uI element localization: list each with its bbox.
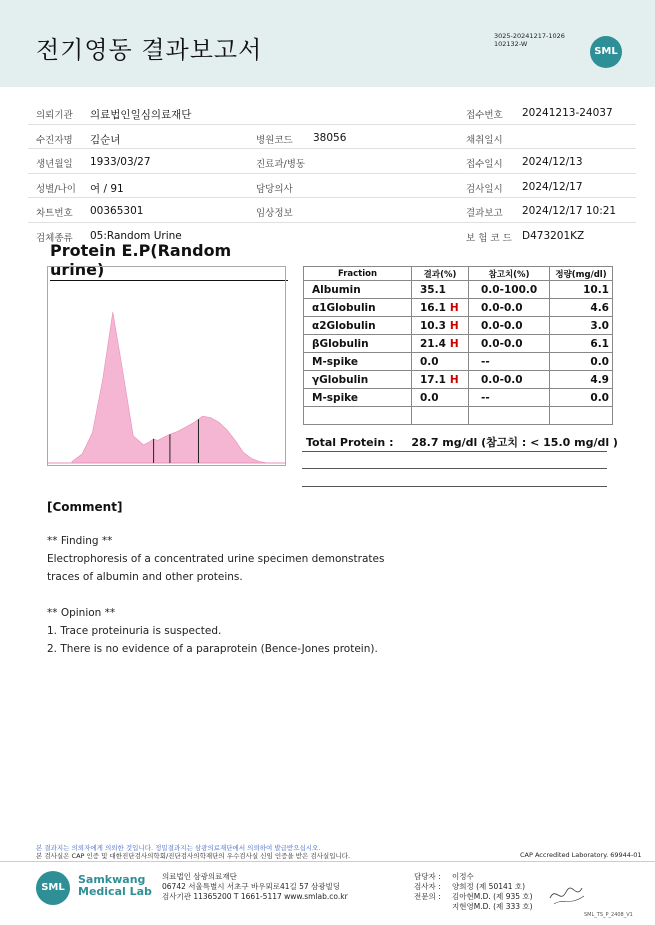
footer-address xyxy=(162,872,348,902)
flag-high: H xyxy=(449,301,459,314)
staff-role: 전문의 : xyxy=(414,892,441,901)
fraction-cell: α2Globulin xyxy=(304,317,412,335)
staff-line xyxy=(414,902,533,912)
quantity-cell xyxy=(550,407,613,425)
result-value: 21.4 xyxy=(420,337,446,350)
info-label: 병원코드 xyxy=(256,134,293,146)
staff-line xyxy=(414,892,533,902)
fraction-cell: α1Globulin xyxy=(304,299,412,317)
quantity-cell: 0.0 xyxy=(550,353,613,371)
info-label: 보 험 코 드 xyxy=(466,232,512,244)
page-title: 전기영동 결과보고서 xyxy=(36,36,263,64)
address: 06742 서울특별시 서초구 바우뫼로41길 57 삼광빌딩 xyxy=(162,882,341,891)
info-value: 2024/12/17 xyxy=(522,180,583,193)
opinion-line: 2. There is no evidence of a paraprotein (Bence-Jones protein). xyxy=(47,643,378,655)
divider xyxy=(302,468,607,469)
report-code-1: 3025-20241217-1026 xyxy=(494,32,565,40)
quantity-cell: 10.1 xyxy=(550,281,613,299)
result-cell xyxy=(412,407,469,425)
section-title: Protein E.P(Random urine) xyxy=(50,241,288,281)
info-label: 성별/나이 xyxy=(36,183,76,195)
info-value: 2024/12/13 xyxy=(522,156,583,168)
result-cell xyxy=(412,299,469,317)
info-value: D473201KZ xyxy=(522,229,585,242)
info-label: 접수번호 xyxy=(466,110,503,121)
sml-logo: SML xyxy=(590,36,622,68)
brand-line: Samkwang xyxy=(78,873,146,886)
info-row xyxy=(28,174,636,199)
table-row xyxy=(304,299,613,317)
info-label: 담당의사 xyxy=(256,183,293,195)
flag-high: H xyxy=(449,373,459,386)
fraction-cell: M-spike xyxy=(304,353,412,371)
opinion-line: 1. Trace proteinuria is suspected. xyxy=(47,625,222,637)
brand-line: Medical Lab xyxy=(78,885,152,898)
footer-staff xyxy=(414,872,533,912)
divider xyxy=(302,451,607,452)
info-row xyxy=(28,149,636,174)
info-value: 2024/12/17 10:21 xyxy=(522,205,617,217)
info-label: 차트번호 xyxy=(36,208,73,219)
patient-info xyxy=(28,100,636,246)
footer-logo: SML xyxy=(36,871,70,905)
column-header: 결과(%) xyxy=(412,267,469,281)
staff-line xyxy=(414,882,533,892)
cap-accreditation: CAP Accredited Laboratory. 69944-01 xyxy=(520,851,642,859)
info-value: 여 / 91 xyxy=(90,182,124,195)
result-value: 10.3 xyxy=(420,319,446,332)
info-label: 수진자명 xyxy=(36,134,73,146)
quantity-cell: 4.9 xyxy=(550,371,613,389)
quantity-cell: 0.0 xyxy=(550,389,613,407)
fraction-cell: M-spike xyxy=(304,389,412,407)
staff-name: 이정수 xyxy=(452,872,474,881)
info-value: 20241213-24037 xyxy=(522,107,613,119)
opinion-heading: ** Opinion ** xyxy=(47,607,116,619)
result-cell xyxy=(412,281,469,299)
info-label: 검사일시 xyxy=(466,183,503,195)
footer-divider xyxy=(0,861,655,862)
electrophoresis-chart xyxy=(47,266,286,466)
result-value: 0.0 xyxy=(420,391,439,404)
info-row xyxy=(28,198,636,223)
report-code-2: 102132-W xyxy=(494,40,528,48)
report-code xyxy=(494,32,565,48)
reference-cell: 0.0-0.0 xyxy=(469,371,550,389)
info-value: 00365301 xyxy=(90,205,144,217)
form-code: SML_TS_P_2408_V1 xyxy=(584,912,633,918)
flag-high: H xyxy=(449,319,459,332)
info-label: 생년월일 xyxy=(36,159,73,170)
reference-cell: 0.0-0.0 xyxy=(469,317,550,335)
footer-note: 본 검사실은 CAP 인증 및 대한진단검사의학회/진단검사의학재단의 우수검사실 신임 인증을 받은 검사실입니다. xyxy=(36,852,351,860)
staff-name: 지현영M.D. (제 333 호) xyxy=(452,902,533,911)
result-cell xyxy=(412,317,469,335)
contact: 검사기관 11365200 T 1661-5117 www.smlab.co.kr xyxy=(162,892,348,901)
table-row xyxy=(304,353,613,371)
reference-cell: 0.0-100.0 xyxy=(469,281,550,299)
electrophoresis-svg xyxy=(48,267,285,465)
info-value: 1933/03/27 xyxy=(90,156,151,168)
column-header: 정량(mg/dl) xyxy=(550,267,613,281)
info-value: 38056 xyxy=(313,131,347,144)
signature xyxy=(548,880,588,908)
fraction-cell: γGlobulin xyxy=(304,371,412,389)
column-header: 참고치(%) xyxy=(469,267,550,281)
total-protein-label: Total Protein : xyxy=(306,436,394,449)
staff-name: 양희정 (제 50141 호) xyxy=(452,882,526,891)
quantity-cell: 6.1 xyxy=(550,335,613,353)
table-header-row xyxy=(304,267,613,281)
footer-brand xyxy=(78,874,152,898)
result-value: 17.1 xyxy=(420,373,446,386)
info-value: 의료법인일심의료재단 xyxy=(90,109,192,121)
result-value: 16.1 xyxy=(420,301,446,314)
info-label: 채취일시 xyxy=(466,134,503,146)
electrophoresis-curve xyxy=(72,312,276,463)
comment-title: [Comment] xyxy=(47,500,123,514)
reference-cell: -- xyxy=(469,389,550,407)
info-label: 검체종류 xyxy=(36,232,73,244)
info-label: 임상정보 xyxy=(256,208,293,219)
table-row xyxy=(304,389,613,407)
quantity-cell: 4.6 xyxy=(550,299,613,317)
info-value: 05:Random Urine xyxy=(90,229,182,242)
table-row xyxy=(304,317,613,335)
finding-line: traces of albumin and other proteins. xyxy=(47,571,243,583)
reference-cell: -- xyxy=(469,353,550,371)
fraction-cell xyxy=(304,407,412,425)
info-value: 김순녀 xyxy=(90,133,121,146)
footer-note: 본 결과지는 의뢰자에게 의뢰한 것입니다. 정밀결과지는 삼광의료재단에서 의뢰하여 발급받으십시오. xyxy=(36,844,321,852)
table-row xyxy=(304,407,613,425)
result-cell xyxy=(412,371,469,389)
table-row xyxy=(304,335,613,353)
staff-role: 검사자 : xyxy=(414,882,441,891)
reference-cell xyxy=(469,407,550,425)
fraction-cell: Albumin xyxy=(304,281,412,299)
info-row xyxy=(28,125,636,150)
info-row xyxy=(28,100,636,125)
result-value: 0.0 xyxy=(420,355,439,368)
table-row xyxy=(304,371,613,389)
info-label: 결과보고 xyxy=(466,208,503,219)
finding-heading: ** Finding ** xyxy=(47,535,113,547)
reference-cell: 0.0-0.0 xyxy=(469,335,550,353)
result-value: 35.1 xyxy=(420,283,446,296)
quantity-cell: 3.0 xyxy=(550,317,613,335)
info-label: 접수일시 xyxy=(466,159,503,170)
org-name: 의료법인 삼광의료재단 xyxy=(162,872,237,881)
result-cell xyxy=(412,353,469,371)
staff-role: 담당자 : xyxy=(414,872,441,881)
column-header: Fraction xyxy=(304,267,412,281)
staff-line xyxy=(414,872,533,882)
fraction-cell: βGlobulin xyxy=(304,335,412,353)
staff-name: 김아현M.D. (제 935 호) xyxy=(452,892,533,901)
finding-line: Electrophoresis of a concentrated urine specimen demonstrates xyxy=(47,553,385,565)
result-cell xyxy=(412,389,469,407)
total-protein-value: 28.7 mg/dl (참고치 : < 15.0 mg/dl ) xyxy=(411,436,618,449)
results-table xyxy=(303,266,613,425)
reference-cell: 0.0-0.0 xyxy=(469,299,550,317)
table-row xyxy=(304,281,613,299)
flag-high: H xyxy=(449,337,459,350)
info-label: 의뢰기관 xyxy=(36,110,73,121)
info-label: 진료과/병동 xyxy=(256,159,306,170)
divider xyxy=(302,486,607,487)
total-protein xyxy=(306,434,618,450)
result-cell xyxy=(412,335,469,353)
